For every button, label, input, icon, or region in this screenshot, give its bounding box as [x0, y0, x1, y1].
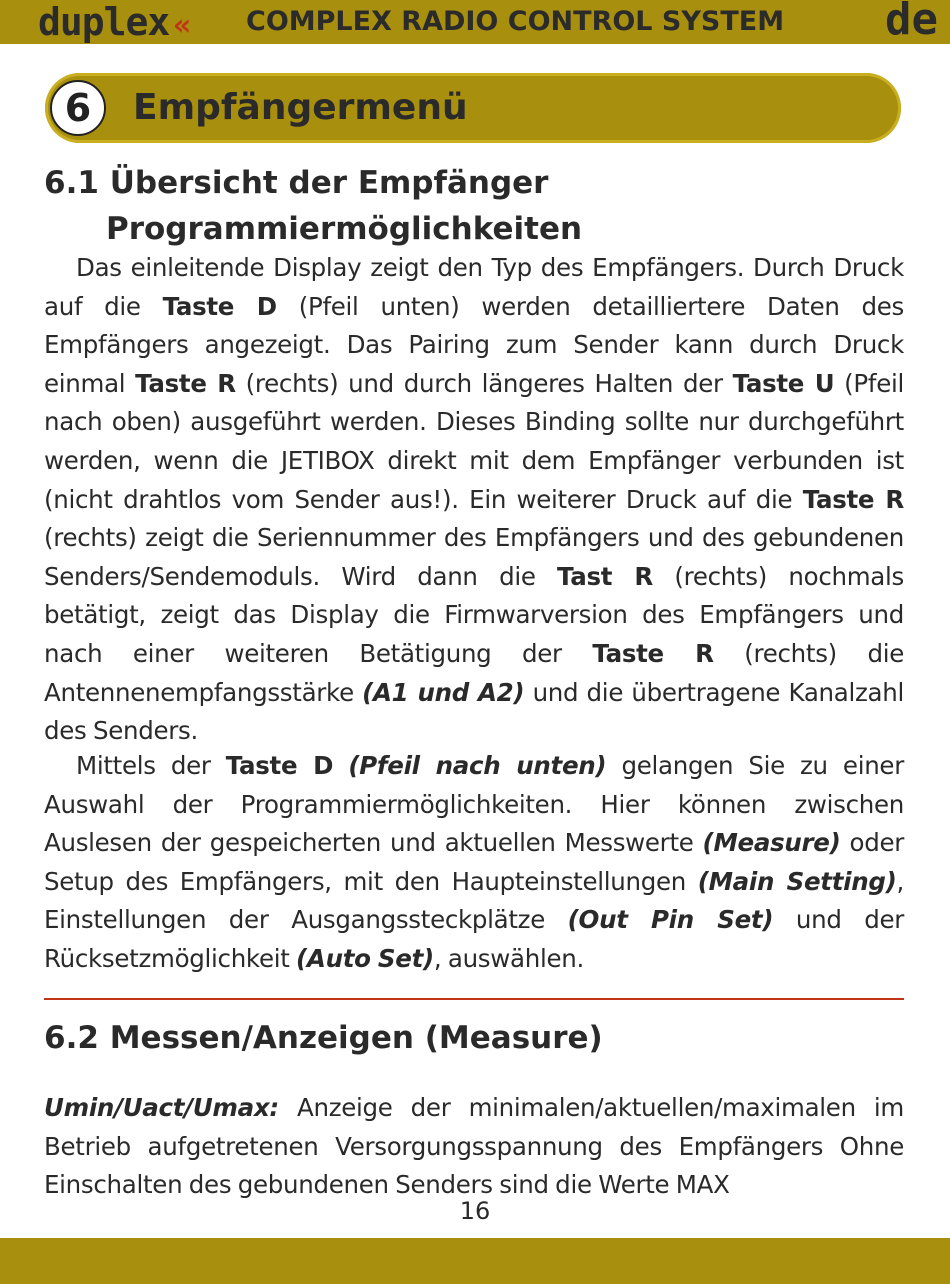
duplex-logo: [38, 0, 185, 44]
emphasis: (Auto Set): [296, 943, 434, 973]
emphasis: (Pfeil nach unten): [348, 751, 607, 780]
section-heading-line1: 6.1 Übersicht der Empfänger: [44, 165, 549, 201]
chapter-number: 6: [50, 80, 106, 136]
text: (rechts) die Antennenempfangsstärke: [44, 638, 905, 707]
text: , Einstellungen der Ausgangssteckplätze: [44, 866, 904, 935]
key-label: Tast R: [557, 561, 653, 591]
text: (rechts) zeigt die Seriennummer des Empfängers und des gebundenen Senders/Sendemoduls. Wird dann die: [44, 523, 904, 591]
text: oder Setup des Empfängers, mit den Haupteinstellungen: [44, 828, 904, 896]
key-label: Taste D: [225, 751, 334, 780]
text: , auswählen.: [433, 943, 584, 973]
chapter-title: Empfängermenü: [133, 87, 468, 128]
text: (Pfeil nach oben) ausgeführt werden. Dieses Binding sollte nur durchgeführt werden, wenn die JETIBOX direkt mit dem Empfänger verbunden ist (nicht drahtlos vom Sender aus!). Ein weiterer Druck auf die: [44, 368, 904, 514]
language-code: de: [885, 0, 938, 45]
text: (rechts) nochmals betätigt, zeigt das Display die Firmwarversion des Empfängers und nach einer weiteren Betätigung der: [44, 561, 904, 668]
page-number: 16: [459, 1197, 491, 1225]
section-heading-6-1: [44, 160, 904, 252]
text: (rechts) und durch längeres Halten der: [235, 368, 733, 398]
brand-name: duplex: [38, 0, 170, 44]
header-bar: [0, 0, 950, 44]
paragraph-measure: [44, 1089, 904, 1205]
section-heading-line2: Programmiermöglichkeiten: [106, 211, 583, 247]
emphasis: Umin/Uact/Umax:: [44, 1093, 279, 1122]
emphasis: (Out Pin Set): [567, 905, 774, 935]
key-label: Taste D: [162, 291, 277, 321]
emphasis: (Measure): [702, 828, 841, 858]
emphasis: (A1 und A2): [362, 677, 525, 707]
key-label: Taste R: [135, 368, 236, 398]
text: und der Rücksetzmöglichkeit: [44, 905, 904, 973]
section-heading-6-2: 6.2 Messen/Anzeigen (Measure): [44, 1020, 603, 1056]
brand-chevron-icon: «: [173, 8, 186, 43]
key-label: Taste R: [592, 638, 714, 668]
key-label: Taste R: [802, 484, 904, 514]
paragraph-intro: [44, 249, 904, 751]
section-divider: [44, 998, 904, 1000]
text: Das einleitende Display zeigt den Typ des Empfängers. Durch Druck auf die: [44, 253, 904, 321]
key-label: Taste U: [732, 368, 835, 398]
text: und die übertragene Kanalzahl des Senders.: [44, 677, 904, 746]
footer-bar: [0, 1238, 950, 1284]
text: Anzeige der minimalen/aktuellen/maximalen im Betrieb aufgetretenen Versorgungsspannung des Empfängers Ohne Einschalten des gebundenen Senders sind die Werte MAX: [44, 1093, 904, 1200]
emphasis: (Main Setting): [697, 866, 897, 896]
chapter-banner: [45, 73, 901, 143]
text: (Pfeil unten) werden detailliertere Daten des Empfängers angezeigt. Das Pairing zum Sender kann durch Druck einmal: [44, 291, 905, 398]
paragraph-programming: [44, 747, 904, 979]
text: Mittels der: [76, 751, 226, 780]
text: gelangen Sie zu einer Auswahl der Programmiermöglichkeiten. Hier können zwischen Auslesen der gespeicherten und aktuellen Messwerte: [44, 751, 904, 858]
system-title: COMPLEX RADIO CONTROL SYSTEM: [246, 6, 785, 37]
